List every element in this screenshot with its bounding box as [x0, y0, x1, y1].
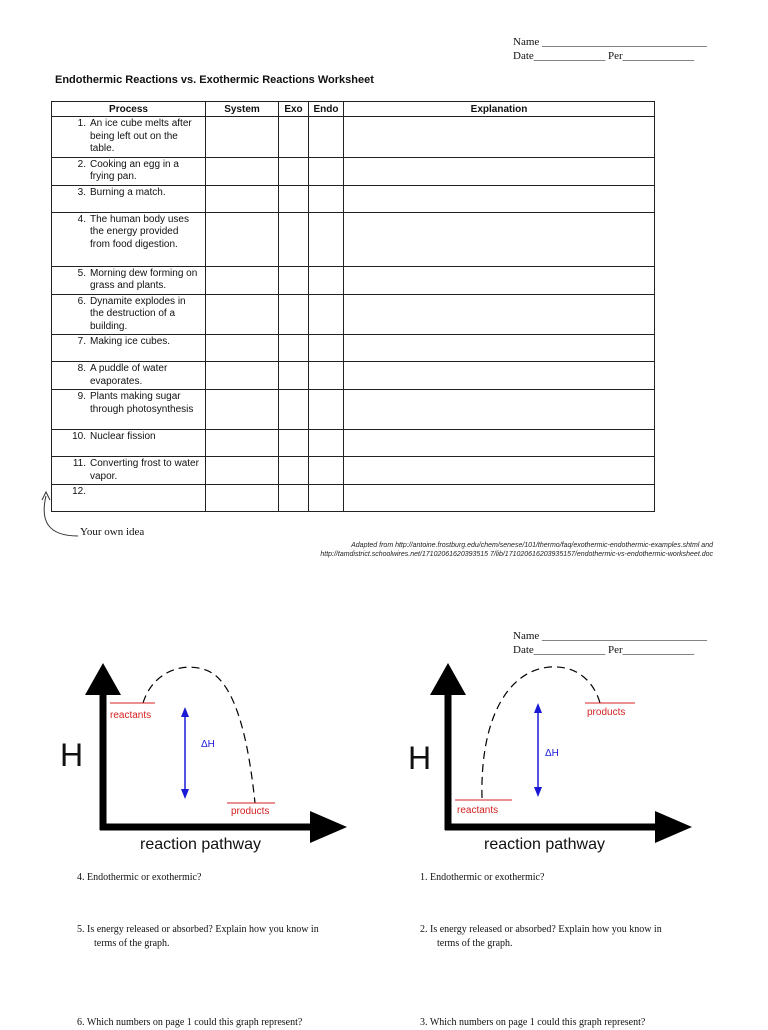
explanation-cell[interactable] — [344, 457, 655, 485]
name-line-2: Name ______________________________ — [513, 630, 708, 642]
endo-cell[interactable] — [309, 390, 344, 430]
explanation-cell[interactable] — [344, 294, 655, 335]
question-2-line-1: 2. Is energy released or absorbed? Explain how you know in — [420, 924, 662, 935]
table-row — [52, 266, 655, 294]
process-cell — [52, 157, 206, 185]
process-cell — [52, 294, 206, 335]
process-number: 3. — [77, 186, 86, 198]
process-number: 11. — [72, 458, 86, 469]
endo-cell[interactable] — [309, 335, 344, 362]
system-cell[interactable] — [206, 390, 279, 430]
process-text: A puddle of water evaporates. — [90, 363, 168, 387]
explanation-cell[interactable] — [344, 157, 655, 185]
exo-cell[interactable] — [279, 430, 309, 457]
process-cell — [52, 362, 206, 390]
date-per-line-2: Date_____________ Per_____________ — [513, 644, 695, 656]
endo-cell[interactable] — [309, 266, 344, 294]
exo-cell[interactable] — [279, 457, 309, 485]
exo-cell[interactable] — [279, 212, 309, 266]
process-text: Dynamite explodes in the destruction of a building. — [90, 295, 186, 332]
process-text: The human body uses the energy provided from food digestion. — [90, 213, 189, 250]
table-row — [52, 430, 655, 457]
exo-cell[interactable] — [279, 185, 309, 212]
exo-cell[interactable] — [279, 294, 309, 335]
table-row — [52, 457, 655, 485]
question-5-line-1: 5. Is energy released or absorbed? Explain how you know in — [77, 924, 319, 935]
header-process: Process — [52, 102, 206, 117]
x-axis-label-left: reaction pathway — [140, 836, 261, 853]
exo-cell[interactable] — [279, 390, 309, 430]
endo-cell[interactable] — [309, 185, 344, 212]
system-cell[interactable] — [206, 157, 279, 185]
question-1: 1. Endothermic or exothermic? — [420, 872, 545, 883]
process-cell — [52, 185, 206, 212]
exo-cell[interactable] — [279, 117, 309, 158]
table-row — [52, 157, 655, 185]
y-axis-label-left: H — [60, 737, 84, 773]
explanation-cell[interactable] — [344, 212, 655, 266]
reactants-label-left: reactants — [110, 710, 152, 721]
explanation-cell[interactable] — [344, 485, 655, 512]
date-per-line: Date_____________ Per_____________ — [513, 50, 695, 62]
system-cell[interactable] — [206, 294, 279, 335]
process-cell — [52, 430, 206, 457]
worksheet-title: Endothermic Reactions vs. Exothermic Reactions Worksheet — [55, 74, 374, 86]
process-number: 12. — [72, 486, 86, 497]
products-label-right: products — [587, 707, 626, 718]
own-idea-label: Your own idea — [80, 526, 145, 538]
question-4: 4. Endothermic or exothermic? — [77, 872, 202, 883]
table-row — [52, 212, 655, 266]
system-cell[interactable] — [206, 185, 279, 212]
question-3: 3. Which numbers on page 1 could this graph represent? — [420, 1017, 646, 1028]
name-line: Name ______________________________ — [513, 36, 708, 48]
explanation-cell[interactable] — [344, 335, 655, 362]
header-explanation: Explanation — [344, 102, 655, 117]
process-number: 10. — [72, 431, 86, 442]
process-cell — [52, 266, 206, 294]
endo-cell[interactable] — [309, 157, 344, 185]
name-date-block — [513, 35, 707, 63]
explanation-cell[interactable] — [344, 117, 655, 158]
system-cell[interactable] — [206, 457, 279, 485]
exo-cell[interactable] — [279, 157, 309, 185]
process-number: 2. — [77, 158, 86, 170]
process-number: 8. — [77, 363, 86, 374]
adapted-citation — [320, 541, 713, 559]
table-header-row — [52, 102, 655, 117]
exo-cell[interactable] — [279, 266, 309, 294]
process-number: 1. — [77, 118, 86, 129]
table-row — [52, 390, 655, 430]
system-cell[interactable] — [206, 117, 279, 158]
citation-line-1: Adapted from http://antoine.frostburg.edu/chem/senese/101/thermo/faq/exothermic-endothermic-examples.shtml and — [351, 542, 713, 549]
energy-diagram-left — [55, 655, 355, 860]
process-text: Cooking an egg in a frying pan. — [90, 158, 179, 182]
worksheet-table — [51, 101, 655, 512]
question-6: 6. Which numbers on page 1 could this graph represent? — [77, 1017, 303, 1028]
endo-cell[interactable] — [309, 212, 344, 266]
table-row — [52, 117, 655, 158]
header-system: System — [206, 102, 279, 117]
process-cell — [52, 390, 206, 430]
delta-h-label-right: ΔH — [545, 748, 559, 759]
endo-cell[interactable] — [309, 294, 344, 335]
name-date-block-2 — [513, 629, 707, 657]
process-text: An ice cube melts after being left out on the table. — [90, 118, 192, 154]
table-row — [52, 362, 655, 390]
reactants-label-right: reactants — [457, 805, 499, 816]
system-cell[interactable] — [206, 362, 279, 390]
table-row — [52, 485, 655, 512]
process-cell — [52, 117, 206, 158]
exo-cell[interactable] — [279, 362, 309, 390]
question-5 — [77, 923, 319, 951]
explanation-cell[interactable] — [344, 430, 655, 457]
delta-h-label-left: ΔH — [201, 739, 215, 750]
endo-cell[interactable] — [309, 362, 344, 390]
system-cell[interactable] — [206, 485, 279, 512]
explanation-cell[interactable] — [344, 390, 655, 430]
process-cell — [52, 335, 206, 362]
process-number: 4. — [77, 213, 86, 225]
endo-cell[interactable] — [309, 485, 344, 512]
process-number: 7. — [77, 336, 86, 347]
process-number: 6. — [77, 295, 86, 307]
process-text: Nuclear fission — [90, 431, 156, 442]
process-text: Making ice cubes. — [90, 336, 171, 347]
process-cell — [52, 212, 206, 266]
header-endo: Endo — [309, 102, 344, 117]
question-2-line-2: terms of the graph. — [437, 938, 513, 949]
exo-cell[interactable] — [279, 335, 309, 362]
system-cell[interactable] — [206, 212, 279, 266]
header-exo: Exo — [279, 102, 309, 117]
system-cell[interactable] — [206, 335, 279, 362]
system-cell[interactable] — [206, 266, 279, 294]
process-text: Burning a match. — [90, 186, 166, 198]
explanation-cell[interactable] — [344, 185, 655, 212]
y-axis-label-right: H — [408, 740, 432, 776]
products-label-left: products — [231, 806, 270, 817]
endo-cell[interactable] — [309, 457, 344, 485]
table-row — [52, 335, 655, 362]
endo-cell[interactable] — [309, 117, 344, 158]
explanation-cell[interactable] — [344, 362, 655, 390]
citation-line-2: http://tamdistrict.schoolwires.net/17102061620393515 7/lib/171020616203935157/endothermic-vs-endothermic-worksheet.doc — [320, 551, 713, 558]
process-number: 9. — [77, 391, 86, 402]
process-text: Converting frost to water vapor. — [90, 458, 199, 482]
process-number: 5. — [77, 267, 86, 279]
system-cell[interactable] — [206, 430, 279, 457]
question-5-line-2: terms of the graph. — [94, 938, 170, 949]
table-row — [52, 294, 655, 335]
endo-cell[interactable] — [309, 430, 344, 457]
table-row — [52, 185, 655, 212]
exo-cell[interactable] — [279, 485, 309, 512]
process-cell — [52, 457, 206, 485]
x-axis-label-right: reaction pathway — [484, 836, 605, 853]
process-text: Morning dew forming on grass and plants. — [90, 267, 198, 291]
question-2 — [420, 923, 662, 951]
process-text: Plants making sugar through photosynthesis — [90, 391, 194, 415]
explanation-cell[interactable] — [344, 266, 655, 294]
